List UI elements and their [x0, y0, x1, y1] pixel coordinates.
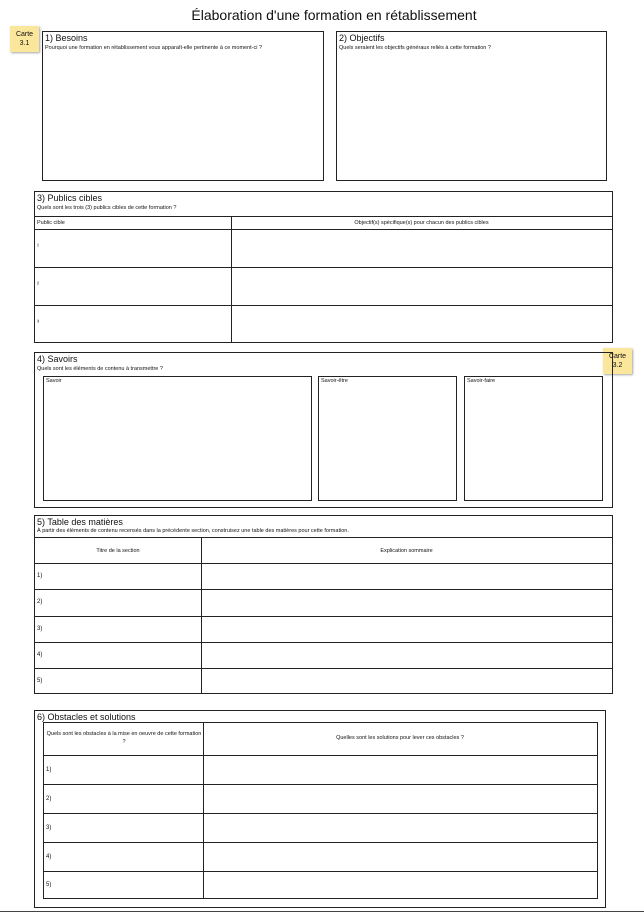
row-number: 5): [37, 678, 43, 684]
column-divider: [201, 669, 202, 694]
column-divider: [231, 268, 232, 306]
table-row[interactable]: [44, 784, 597, 813]
section-question: À partir des éléments de contenu recensés dans la précédente section, construisez une table des matières pour cette formation.: [37, 528, 349, 534]
column-header-public-cible: Public cible: [37, 220, 65, 226]
box-label: Savoir: [46, 378, 62, 384]
obstacles-table: [43, 722, 598, 899]
column-header-objectifs: Objectif(s) spécifique(s) pour chacun des publics cibles: [354, 220, 489, 226]
section-question: Quels sont les trois (3) publics cibles de cette formation ?: [37, 205, 177, 211]
savoir-etre-box[interactable]: [318, 376, 457, 501]
column-divider: [201, 564, 202, 590]
table-row[interactable]: [35, 642, 612, 668]
section-question: Pourquoi une formation en rétablissement vous apparaît-elle pertinente à ce moment-ci ?: [45, 45, 263, 51]
table-row[interactable]: [44, 842, 597, 871]
section-heading: 1) Besoins: [45, 33, 88, 43]
section-heading: 4) Savoirs: [37, 354, 78, 364]
column-divider: [203, 843, 204, 872]
section-objectifs: [336, 31, 607, 181]
row-number: 3): [37, 626, 43, 632]
page-bottom-edge: [0, 911, 644, 912]
sticky-note-label: Carte 3.2: [608, 353, 627, 369]
table-header-row: [35, 537, 612, 563]
row-number: 3): [46, 825, 52, 831]
section-table-des-matieres: [34, 515, 613, 694]
column-divider: [203, 756, 204, 785]
table-row[interactable]: [35, 589, 612, 616]
section-publics-cibles: [34, 191, 613, 343]
page-title: Élaboration d'une formation en rétablissement: [191, 7, 477, 23]
row-number: 4): [46, 854, 52, 860]
row-number: ²: [37, 282, 39, 288]
table-row[interactable]: [44, 755, 597, 784]
column-divider: [203, 872, 204, 899]
section-heading: 6) Obstacles et solutions: [37, 712, 136, 722]
column-divider: [231, 230, 232, 268]
section-question: Quels sont les éléments de contenu à transmettre ?: [37, 366, 163, 372]
table-row[interactable]: [35, 267, 612, 305]
box-label: Savoir-être: [321, 378, 348, 384]
savoir-faire-box[interactable]: [464, 376, 603, 501]
row-number: 1): [46, 767, 52, 773]
section-heading: 2) Objectifs: [339, 33, 385, 43]
column-header-solutions: Quelles sont les solutions pour lever ces obstacles ?: [336, 735, 464, 741]
column-divider: [203, 814, 204, 843]
box-label: Savoir-faire: [467, 378, 496, 384]
table-header-row: [44, 723, 597, 755]
table-row[interactable]: [44, 813, 597, 842]
row-number: 5): [46, 882, 52, 888]
column-divider: [201, 617, 202, 643]
table-row[interactable]: [44, 871, 597, 898]
column-header-titre: Titre de la section: [96, 548, 140, 554]
column-divider: [201, 590, 202, 617]
column-divider: [231, 306, 232, 343]
table-header-row: [35, 216, 612, 230]
row-number: 1): [37, 573, 43, 579]
row-number: ³: [37, 320, 39, 326]
table-row[interactable]: [35, 563, 612, 589]
row-number: 2): [37, 599, 43, 605]
table-row[interactable]: [35, 616, 612, 642]
row-number: ¹: [37, 244, 39, 250]
section-heading: 5) Table des matières: [37, 517, 123, 527]
column-divider: [203, 785, 204, 814]
table-row[interactable]: [35, 668, 612, 693]
row-number: 4): [37, 652, 43, 658]
section-heading: 3) Publics cibles: [37, 193, 103, 203]
section-besoins: [42, 31, 324, 181]
section-obstacles-solutions: [34, 710, 606, 908]
table-row[interactable]: [35, 229, 612, 267]
savoir-box[interactable]: [43, 376, 312, 501]
column-header-obstacles: Quels sont les obstacles à la mise en oeuvre de cette formation ?: [46, 731, 202, 745]
sticky-note-card-3-1[interactable]: [10, 26, 39, 52]
row-number: 2): [46, 796, 52, 802]
column-header-explication: Explication sommaire: [380, 548, 433, 554]
section-savoirs: [34, 352, 613, 508]
section-question: Quels seraient les objectifs généraux reliés à cette formation ?: [339, 45, 491, 51]
sticky-note-label: Carte 3.1: [15, 31, 34, 47]
table-row[interactable]: [35, 305, 612, 342]
column-divider: [201, 643, 202, 669]
